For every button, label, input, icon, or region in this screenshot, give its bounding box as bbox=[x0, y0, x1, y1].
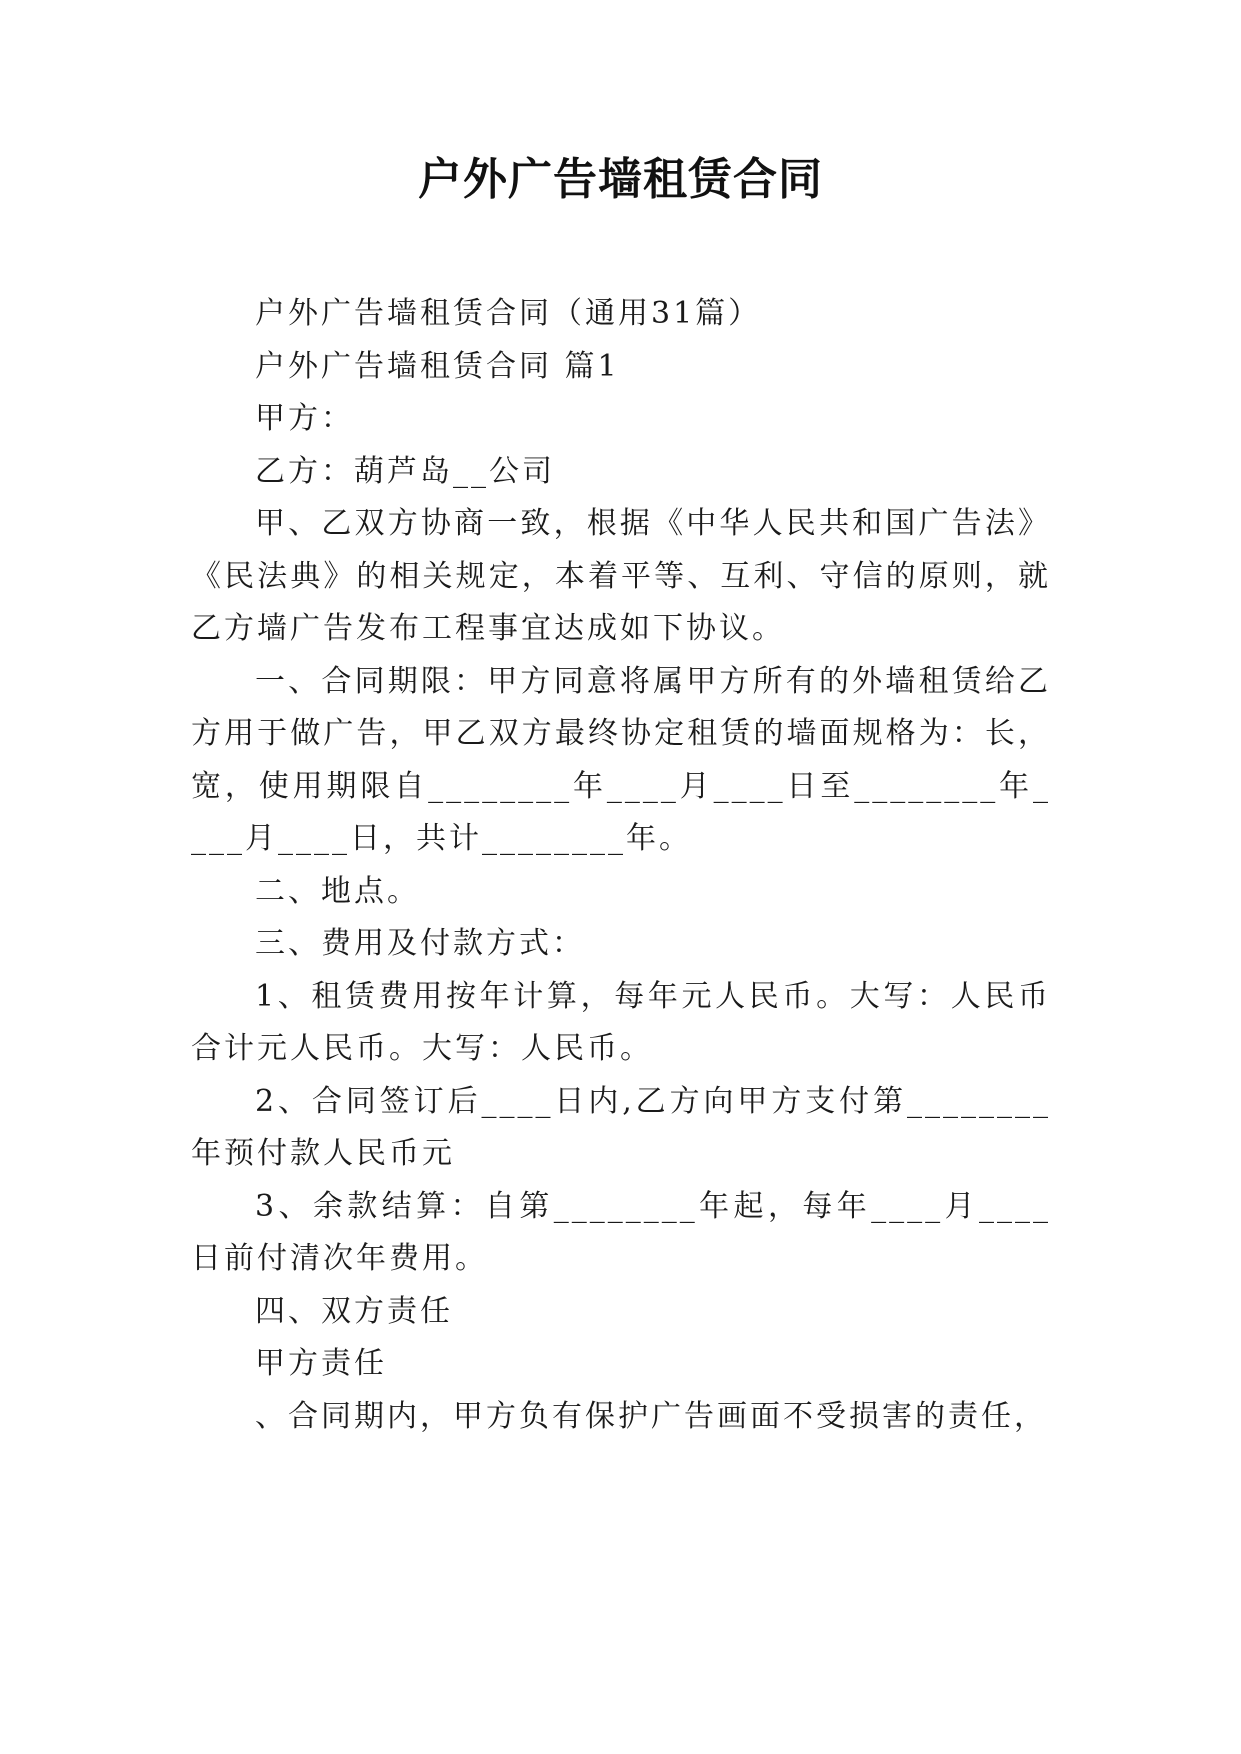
paragraph-preamble: 甲、乙双方协商一致，根据《中华人民共和国广告法》《民法典》的相关规定，本着平等、互利、守信的原则，就乙方墙广告发布工程事宜达成如下协议。 bbox=[191, 506, 1051, 646]
paragraph-subtitle: 户外广告墙租赁合同（通用31篇） bbox=[255, 296, 762, 331]
document-body bbox=[191, 288, 1051, 1443]
paragraph-clause-term: 一、合同期限：甲方同意将属甲方所有的外墙租赁给乙方用于做广告，甲乙双方最终协定租赁的墙面规格为：长，宽，使用期限自________年____月____日至________年____月____日，共计________年。 bbox=[191, 663, 1051, 856]
document-title: 户外广告墙租赁合同 bbox=[418, 154, 823, 205]
paragraph-fee-item-3: 3、余款结算：自第________年起，每年____月____日前付清次年费用。 bbox=[191, 1188, 1051, 1276]
paragraph-responsibility-item: 、合同期内，甲方负有保护广告画面不受损害的责任， bbox=[255, 1398, 1047, 1434]
paragraph-fee-item-2: 2、合同签订后____日内,乙方向甲方支付第________年预付款人民币元 bbox=[191, 1083, 1051, 1171]
paragraph-party-a-responsibility: 甲方责任 bbox=[255, 1346, 387, 1381]
paragraph-section-heading: 户外广告墙租赁合同 篇1 bbox=[255, 348, 620, 384]
paragraph-fee-item-1: 1、租赁费用按年计算，每年元人民币。大写：人民币合计元人民币。大写：人民币。 bbox=[191, 978, 1051, 1066]
paragraph-party-a: 甲方： bbox=[255, 401, 354, 436]
paragraph-clause-fees: 三、费用及付款方式： bbox=[255, 926, 585, 961]
paragraph-party-b: 乙方：葫芦岛__公司 bbox=[255, 453, 555, 489]
paragraph-clause-responsibilities: 四、双方责任 bbox=[255, 1293, 453, 1329]
paragraph-clause-location: 二、地点。 bbox=[255, 873, 420, 909]
